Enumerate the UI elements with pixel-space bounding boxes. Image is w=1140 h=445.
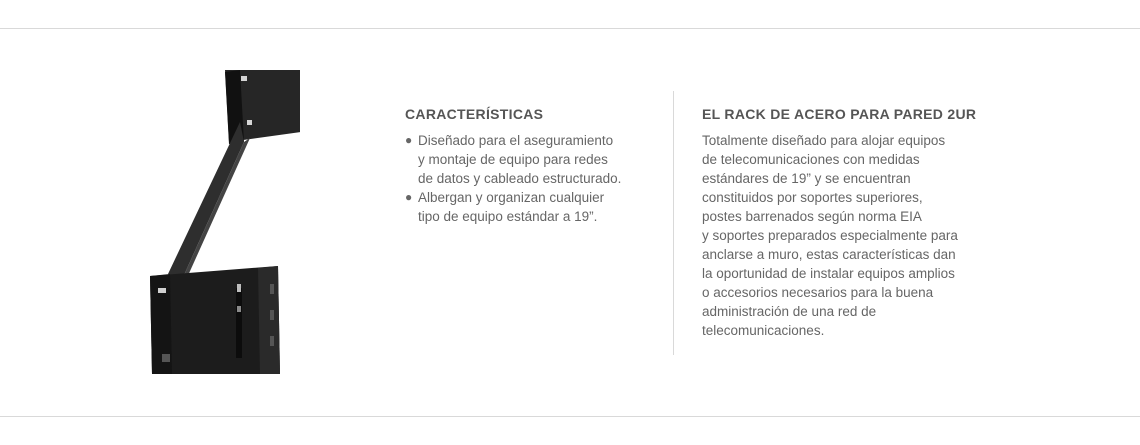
description-line: telecomunicaciones.	[702, 323, 825, 338]
list-item-line: y montaje de equipo para redes	[418, 152, 608, 167]
description-line: administración de una red de	[702, 304, 877, 319]
list-item-line: de datos y cableado estructurado.	[418, 171, 622, 186]
description-line: estándares de 19” y se encuentran	[702, 171, 911, 186]
description-line: postes barrenados según norma EIA	[702, 209, 922, 224]
list-item-line: tipo de equipo estándar a 19”.	[418, 209, 598, 224]
description-line: y soportes preparados especialmente para	[702, 228, 958, 243]
list-item	[405, 188, 655, 226]
list-item-line: Albergan y organizan cualquier	[418, 190, 605, 205]
features-list	[405, 131, 655, 226]
list-item	[405, 131, 655, 188]
description-line: la oportunidad de instalar equipos amplios	[702, 266, 955, 281]
description-line: constituidos por soportes superiores,	[702, 190, 923, 205]
description-line: anclarse a muro, estas características dan	[702, 247, 956, 262]
bottom-divider	[0, 416, 1140, 417]
wall-rack-bracket-image	[140, 62, 300, 380]
bullet-icon: ●	[405, 190, 413, 204]
column-divider	[673, 91, 674, 355]
description-line: Totalmente diseñado para alojar equipos	[702, 133, 946, 148]
features-column	[405, 104, 655, 226]
description-text	[702, 131, 1002, 340]
list-item-line: Diseñado para el aseguramiento	[418, 133, 614, 148]
bullet-icon: ●	[405, 133, 413, 147]
description-column	[702, 104, 1002, 340]
features-title: CARACTERÍSTICAS	[405, 106, 544, 122]
top-divider	[0, 28, 1140, 29]
description-title: EL RACK DE ACERO PARA PARED 2UR	[702, 106, 977, 122]
description-line: de telecomunicaciones con medidas	[702, 152, 920, 167]
description-line: o accesorios necesarios para la buena	[702, 285, 934, 300]
